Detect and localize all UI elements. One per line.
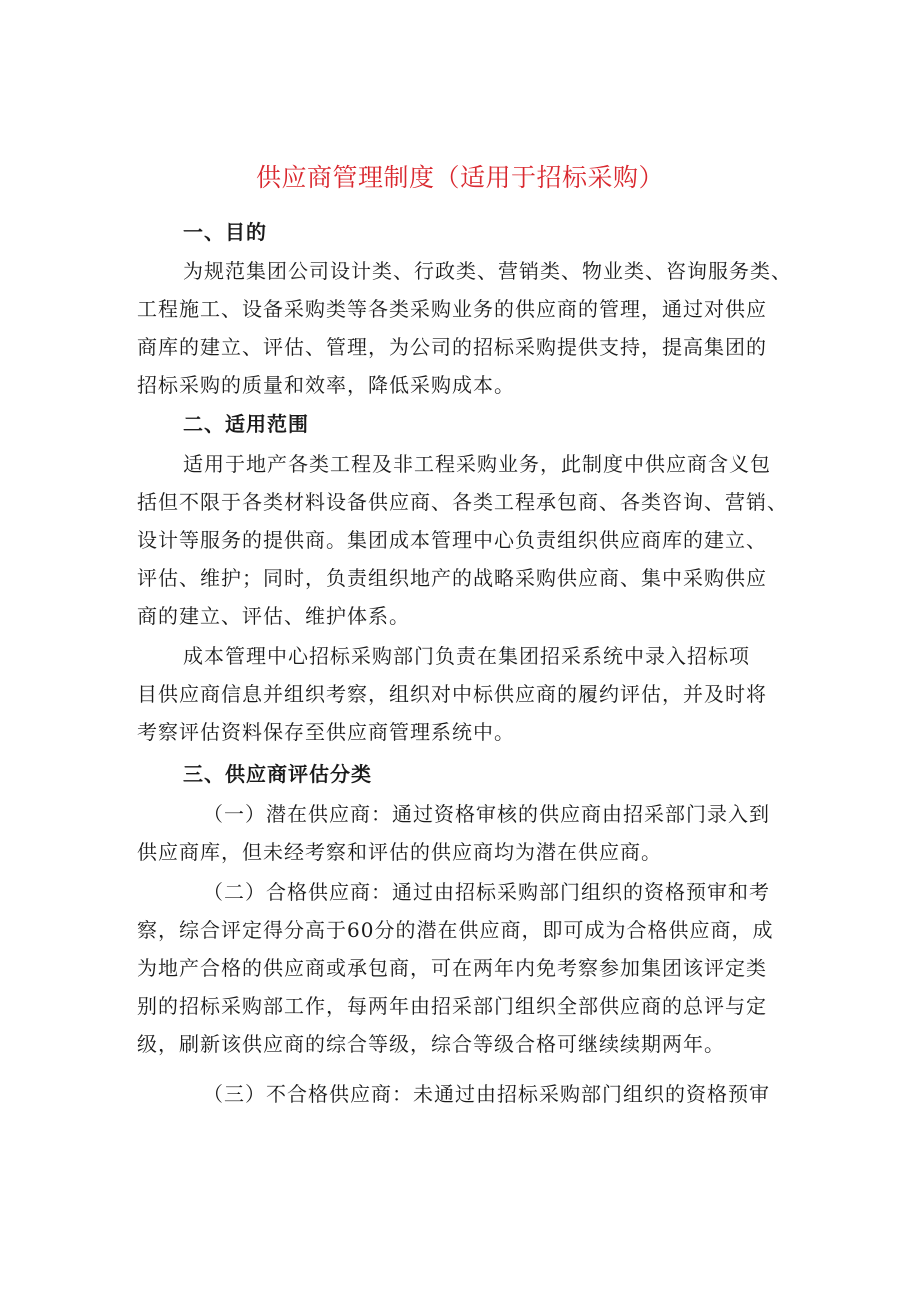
paragraph-line: 目供应商信息并组织考察，组织对中标供应商的履约评估，并及时将: [137, 682, 767, 706]
document-title: 供应商管理制度（适用于招标采购）: [255, 163, 664, 192]
section-heading-classification: 三、供应商评估分类: [183, 762, 372, 786]
section-heading-scope: 二、适用范围: [183, 412, 309, 436]
paragraph-line: 适用于地产各类工程及非工程采购业务，此制度中供应商含义包: [183, 452, 771, 476]
paragraph-line: 察，综合评定得分高于60分的潜在供应商，即可成为合格供应商，成: [137, 918, 774, 942]
section-heading-purpose: 一、目的: [183, 220, 267, 244]
paragraph-line: （三）不合格供应商：未通过由招标采购部门组织的资格预审: [203, 1082, 770, 1106]
paragraph-line: （二）合格供应商：通过由招标采购部门组织的资格预审和考: [203, 880, 770, 904]
paragraph-line: 别的招标采购部工作，每两年由招采部门组织全部供应商的总评与定: [137, 994, 767, 1018]
paragraph-line: （一）潜在供应商：通过资格审核的供应商由招采部门录入到: [203, 802, 770, 826]
paragraph-line: 商库的建立、评估、管理，为公司的招标采购提供支持，提高集团的: [137, 335, 767, 359]
paragraph-line: 为规范集团公司设计类、行政类、营销类、物业类、咨询服务类、: [183, 259, 792, 283]
paragraph-line: 级，刷新该供应商的综合等级，综合等级合格可继续续期两年。: [137, 1032, 725, 1056]
paragraph-line: 设计等服务的提供商。集团成本管理中心负责组织供应商库的建立、: [137, 528, 767, 552]
paragraph-line: 商的建立、评估、维护体系。: [137, 604, 410, 628]
paragraph-line: 招标采购的质量和效率，降低采购成本。: [137, 373, 515, 397]
paragraph-line: 供应商库，但未经考察和评估的供应商均为潜在供应商。: [137, 840, 662, 864]
paragraph-line: 评估、维护；同时，负责组织地产的战略采购供应商、集中采购供应: [137, 566, 767, 590]
paragraph-line: 考察评估资料保存至供应商管理系统中。: [137, 720, 515, 744]
paragraph-line: 括但不限于各类材料设备供应商、各类工程承包商、各类咨询、营销、: [137, 490, 788, 514]
paragraph-line: 工程施工、设备采购类等各类采购业务的供应商的管理，通过对供应: [137, 297, 767, 321]
paragraph-line: 为地产合格的供应商或承包商，可在两年内免考察参加集团该评定类: [137, 956, 767, 980]
paragraph-line: 成本管理中心招标采购部门负责在集团招采系统中录入招标项: [183, 644, 750, 668]
